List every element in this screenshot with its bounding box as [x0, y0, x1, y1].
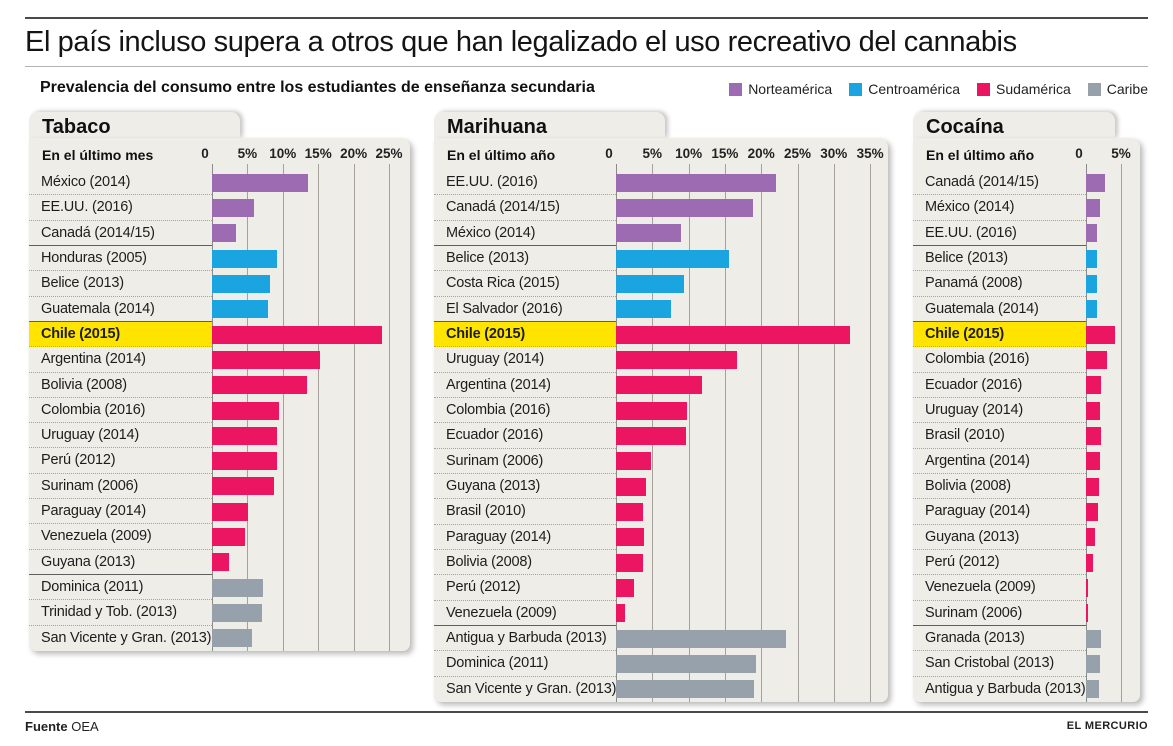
legend-label: Caribe — [1106, 81, 1148, 97]
gridline — [389, 164, 390, 651]
row-label: Colombia (2016) — [41, 401, 146, 418]
legend-item — [977, 81, 1071, 97]
row-label: Bolivia (2008) — [925, 478, 1011, 494]
row-label: Canadá (2014/15) — [925, 174, 1039, 190]
row-label: Venezuela (2009) — [446, 604, 557, 621]
panel-body-tabaco — [29, 138, 410, 651]
bar — [1086, 630, 1101, 648]
legend-item — [849, 81, 960, 97]
row-label: Ecuador (2016) — [446, 427, 544, 444]
row-label: Antigua y Barbuda (2013) — [446, 630, 607, 646]
axis-tick-label: 25% — [375, 146, 403, 161]
panel-tab-marihuana — [434, 112, 665, 138]
row-label: Bolivia (2008) — [446, 554, 532, 570]
panel-period: En el último año — [447, 147, 556, 163]
panel-period: En el último mes — [42, 147, 154, 163]
bar — [616, 554, 643, 572]
source-label: Fuente — [25, 719, 68, 734]
bar — [212, 300, 268, 318]
axis-tick-label: 20% — [747, 146, 775, 161]
bar — [1086, 224, 1097, 242]
legend-item — [729, 81, 832, 97]
bar — [1086, 427, 1101, 445]
row-label: San Vicente y Gran. (2013) — [41, 629, 212, 646]
bar — [616, 427, 686, 445]
axis-tick-label: 0 — [605, 146, 613, 161]
gridline — [870, 164, 871, 702]
legend-label: Sudamérica — [996, 81, 1071, 97]
row-label: Perú (2012) — [446, 579, 521, 596]
row-label: Surinam (2006) — [41, 477, 139, 494]
axis-tick-label: 5% — [642, 146, 663, 161]
bar — [212, 351, 320, 369]
bar — [616, 224, 681, 242]
gridline — [283, 164, 284, 651]
bar — [616, 351, 737, 369]
source-value: OEA — [71, 719, 99, 734]
row-label: Chile (2015) — [925, 326, 1004, 342]
panel-title: Tabaco — [42, 116, 111, 138]
bar — [212, 199, 254, 217]
legend-item — [1088, 81, 1148, 97]
row-label: México (2014) — [925, 199, 1015, 216]
bar — [212, 402, 279, 420]
bar — [212, 452, 277, 470]
bar — [212, 579, 263, 597]
bar — [616, 300, 671, 318]
row-label: Trinidad y Tob. (2013) — [41, 604, 177, 621]
bar — [1086, 604, 1088, 622]
row-label: Venezuela (2009) — [41, 528, 152, 545]
row-label: Chile (2015) — [446, 326, 525, 342]
row-label: Brasil (2010) — [925, 427, 1005, 444]
gridline — [689, 164, 690, 702]
bar — [616, 680, 754, 698]
row-label: El Salvador (2016) — [446, 300, 563, 317]
credit: EL MERCURIO — [1066, 720, 1148, 732]
axis-tick-label: 15% — [304, 146, 332, 161]
row-label: Panamá (2008) — [925, 275, 1023, 292]
row-label: Uruguay (2014) — [925, 402, 1023, 418]
bar — [616, 376, 702, 394]
row-label: Belice (2013) — [925, 250, 1008, 266]
top-rule — [25, 17, 1148, 19]
bar — [1086, 478, 1099, 496]
bar — [616, 402, 687, 420]
gridline — [834, 164, 835, 702]
bar — [212, 503, 248, 521]
bar — [212, 528, 245, 546]
bar — [1086, 376, 1101, 394]
bar — [212, 477, 274, 495]
bar — [212, 629, 252, 647]
row-label: Belice (2013) — [446, 250, 529, 266]
gridline — [761, 164, 762, 702]
row-label: Perú (2012) — [41, 452, 116, 469]
row-label: San Cristobal (2013) — [925, 655, 1054, 672]
caribe-swatch-icon — [1088, 83, 1101, 96]
row-label: Argentina (2014) — [925, 452, 1030, 469]
panel-body-cocaina — [913, 138, 1140, 702]
row-label: San Vicente y Gran. (2013) — [446, 680, 617, 697]
row-label: EE.UU. (2016) — [41, 199, 133, 216]
bar — [616, 604, 625, 622]
row-label: México (2014) — [446, 224, 536, 241]
row-label: Guyana (2013) — [446, 478, 541, 494]
bar — [1086, 655, 1100, 673]
row-label: Colombia (2016) — [446, 402, 551, 418]
bar — [616, 503, 643, 521]
chart-subtitle: Prevalencia del consumo entre los estudiantes de enseñanza secundaria — [40, 79, 595, 96]
row-label: EE.UU. (2016) — [446, 174, 538, 190]
bar — [616, 655, 756, 673]
bar — [616, 199, 753, 217]
bar — [1086, 300, 1097, 318]
bar — [1086, 199, 1100, 217]
row-label: Venezuela (2009) — [925, 579, 1036, 596]
panel-title: Marihuana — [447, 116, 548, 138]
axis-tick-label: 30% — [820, 146, 848, 161]
row-label: Argentina (2014) — [446, 376, 551, 393]
bar — [1086, 326, 1115, 344]
axis-tick-label: 25% — [783, 146, 812, 161]
bar — [616, 174, 776, 192]
bar — [1086, 503, 1098, 521]
row-label: Colombia (2016) — [925, 351, 1030, 368]
centroamérica-swatch-icon — [849, 83, 862, 96]
row-label: Guatemala (2014) — [925, 300, 1039, 317]
axis-tick-label: 10% — [675, 146, 703, 161]
panel-tab-cocaina — [913, 112, 1115, 138]
row-label: México (2014) — [41, 174, 131, 190]
gridline — [1121, 164, 1122, 702]
bar — [616, 326, 850, 344]
gridline — [798, 164, 799, 702]
row-label: Paraguay (2014) — [925, 503, 1031, 520]
row-label: Ecuador (2016) — [925, 376, 1023, 393]
bar — [1086, 528, 1095, 546]
norteamérica-swatch-icon — [729, 83, 742, 96]
axis-tick-label: 15% — [711, 146, 739, 161]
bar — [616, 630, 786, 648]
row-label: Surinam (2006) — [925, 604, 1023, 621]
row-label: Costa Rica (2015) — [446, 275, 560, 292]
axis-tick-label: 10% — [269, 146, 297, 161]
bar — [212, 604, 262, 622]
axis-tick-label: 5% — [1111, 146, 1131, 161]
row-label: Guyana (2013) — [41, 553, 136, 570]
bar — [212, 275, 270, 293]
row-label: Perú (2012) — [925, 554, 1000, 570]
row-label: Canadá (2014/15) — [41, 224, 155, 241]
bar — [212, 250, 277, 268]
row-label: Paraguay (2014) — [446, 528, 552, 545]
panel-body-marihuana — [434, 138, 888, 702]
row-label: Guyana (2013) — [925, 528, 1020, 545]
bar — [1086, 452, 1100, 470]
row-label: Canadá (2014/15) — [446, 199, 560, 216]
axis-tick-label: 0 — [1075, 146, 1083, 161]
title-divider — [25, 66, 1148, 67]
row-label: Granada (2013) — [925, 630, 1025, 646]
bar — [212, 326, 382, 344]
panel-period: En el último año — [926, 147, 1035, 163]
bar — [212, 427, 277, 445]
bar — [212, 376, 307, 394]
bar — [1086, 680, 1099, 698]
bar — [212, 224, 236, 242]
row-label: Bolivia (2008) — [41, 376, 127, 393]
row-label: Belice (2013) — [41, 275, 124, 292]
legend — [729, 81, 1148, 97]
row-label: Surinam (2006) — [446, 452, 544, 469]
axis-tick-label: 5% — [237, 146, 258, 161]
axis-tick-label: 35% — [856, 146, 884, 161]
bar — [616, 275, 684, 293]
bar — [1086, 402, 1100, 420]
row-label: Guatemala (2014) — [41, 300, 155, 317]
row-label: Uruguay (2014) — [446, 351, 544, 368]
row-label: Chile (2015) — [41, 325, 120, 342]
bar — [212, 553, 229, 571]
bar — [1086, 275, 1097, 293]
panel-tab-tabaco — [29, 112, 240, 138]
row-label: Antigua y Barbuda (2013) — [925, 680, 1086, 697]
bar — [1086, 351, 1107, 369]
legend-label: Centroamérica — [868, 81, 961, 97]
bar — [1086, 250, 1097, 268]
gridline — [318, 164, 319, 651]
bar — [616, 528, 644, 546]
bar — [212, 174, 308, 192]
bar — [1086, 554, 1093, 572]
bar — [616, 579, 634, 597]
row-label: Honduras (2005) — [41, 249, 147, 266]
bar — [1086, 174, 1105, 192]
row-label: Uruguay (2014) — [41, 427, 139, 444]
panel-title: Cocaína — [926, 116, 1004, 138]
row-label: Paraguay (2014) — [41, 503, 147, 520]
bar — [616, 478, 646, 496]
footer-rule — [25, 711, 1148, 713]
sudamérica-swatch-icon — [977, 83, 990, 96]
row-label: Dominica (2011) — [41, 579, 144, 596]
row-label: EE.UU. (2016) — [925, 224, 1017, 241]
source-note — [25, 719, 99, 734]
row-label: Brasil (2010) — [446, 503, 526, 520]
bar — [1086, 579, 1088, 597]
row-label: Argentina (2014) — [41, 351, 146, 368]
bar — [616, 250, 729, 268]
bar — [616, 452, 651, 470]
gridline — [354, 164, 355, 651]
legend-label: Norteamérica — [748, 81, 833, 97]
row-label: Dominica (2011) — [446, 655, 549, 672]
axis-tick-label: 20% — [340, 146, 368, 161]
axis-tick-label: 0 — [201, 146, 209, 161]
gridline — [725, 164, 726, 702]
page-title: El país incluso supera a otros que han legalizado el uso recreativo del cannabis — [25, 26, 1017, 58]
